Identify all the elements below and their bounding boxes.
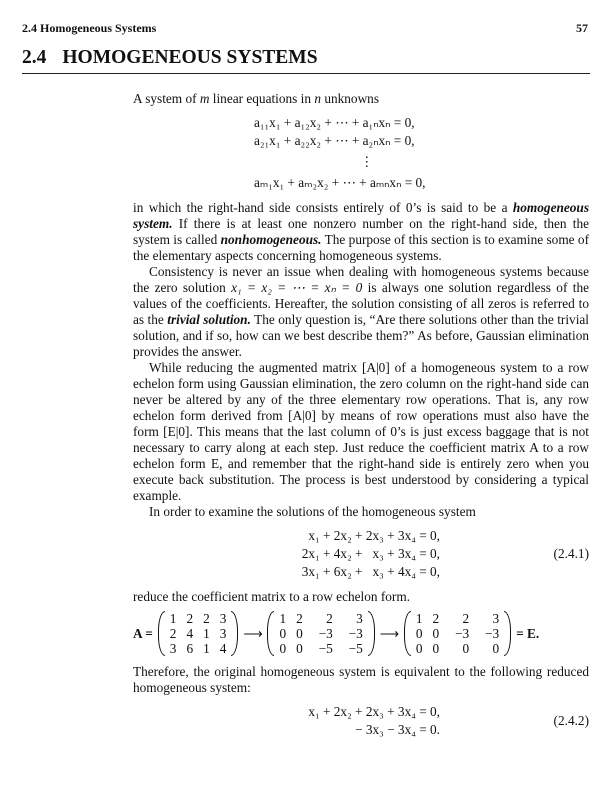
text-run: Consistency is never an issue when dealing with homogeneous systems because the zero solution <box>133 264 589 295</box>
section-heading: HOMOGENEOUS SYSTEMS <box>62 47 318 68</box>
matrix-row <box>274 626 367 641</box>
system-241 <box>133 527 589 581</box>
general-system-eq1: a₁₁x₁ + a₁₂x₂ + ⋯ + a₁ₙxₙ = 0, <box>254 115 415 130</box>
matrix-row <box>411 611 504 626</box>
matrix-entry: 0 <box>492 641 500 656</box>
matrix-entry: 3 <box>219 626 227 641</box>
matrix-entry: −5 <box>318 641 333 656</box>
matrix-entry: 2 <box>326 611 333 626</box>
matrix-entry: 0 <box>462 641 470 656</box>
text-run: unknowns <box>321 91 379 106</box>
matrix-entry: 1 <box>279 611 287 626</box>
general-system-eq2: a₂₁x₁ + a₂₂x₂ + ⋯ + a₂ₙxₙ = 0, <box>254 133 415 148</box>
text-run: In order to examine the solutions of the homogeneous system <box>149 504 476 519</box>
matrix-row <box>165 641 232 656</box>
system-242-eq2: − 3x₃ − 3x₄ = 0. <box>355 722 440 737</box>
general-system-eq-m: aₘ₁x₁ + aₘ₂x₂ + ⋯ + aₘₙxₙ = 0, <box>254 175 426 190</box>
matrix-entry: 1 <box>169 611 177 626</box>
section-title <box>22 47 318 69</box>
math-inline: x₁ = x₂ = ⋯ = xₙ = 0 <box>231 280 363 295</box>
matrix-row <box>274 641 367 656</box>
defined-term: nonhomogeneous. <box>220 232 322 247</box>
matrix-entries <box>165 611 232 656</box>
matrix-entry: 0 <box>279 641 287 656</box>
matrix-entries <box>274 611 367 656</box>
math-inline: m <box>199 91 210 106</box>
general-system <box>133 114 589 192</box>
defined-term: homogeneous system. <box>133 200 589 231</box>
matrix-entry: −3 <box>455 626 470 641</box>
therefore-text: Therefore, the original homogeneous system is equivalent to the following reduced homogeneous system: <box>133 664 589 695</box>
equation-tag-241: (2.4.1) <box>553 546 589 561</box>
defined-term: trivial solution. <box>167 312 251 327</box>
text-run: is always one solution regardless of the values of the coefficients. Hereafter, the solution consisting of all zeros is referred to as the <box>133 280 589 327</box>
running-header <box>22 21 588 36</box>
system-241-eq1: x₁ + 2x₂ + 2x₃ + 3x₄ = 0, <box>308 528 440 543</box>
general-system-vdots: ⋮ <box>360 154 374 169</box>
matrix-entry: 3 <box>219 611 227 626</box>
matrix-step2 <box>267 611 374 656</box>
page-body <box>133 91 589 747</box>
paragraph-consistency <box>133 264 589 360</box>
matrix-entry: −3 <box>348 626 363 641</box>
running-title: 2.4 Homogeneous Systems <box>22 21 157 35</box>
matrix-entry: 3 <box>492 611 500 626</box>
matrix-a-label: A = <box>133 625 153 641</box>
system-242-eq1: x₁ + 2x₂ + 2x₃ + 3x₄ = 0, <box>308 704 440 719</box>
text-run: in which the right-hand side consists entirely of 0’s is said to be a <box>133 200 513 215</box>
matrix-entry: 2 <box>186 611 194 626</box>
matrix-entries <box>411 611 504 656</box>
matrix-entry: 6 <box>186 641 194 656</box>
matrix-e <box>404 611 511 656</box>
matrix-row <box>411 626 504 641</box>
title-rule <box>22 73 590 74</box>
matrix-reduction <box>133 611 589 656</box>
matrix-entry: −3 <box>485 626 500 641</box>
matrix-entry: 0 <box>296 641 303 656</box>
matrix-entry: 3 <box>169 641 177 656</box>
matrix-entry: 1 <box>415 611 423 626</box>
matrix-entry: 4 <box>186 626 194 641</box>
equation-tag-242: (2.4.2) <box>553 713 589 728</box>
matrix-row <box>165 611 232 626</box>
text-run: The only question is, “Are there solutions other than the trivial solution, and if so, how can we best describe them?” As before, Gaussian elimination provides the answer. <box>133 312 589 359</box>
paragraph-example-intro <box>133 504 589 520</box>
matrix-entry: 2 <box>203 611 210 626</box>
text-run: If there is at least one nonzero number on the right-hand side, then the system is called <box>133 216 589 247</box>
paragraph-augmented <box>133 360 589 504</box>
text-run: linear equations in <box>209 91 315 106</box>
matrix-entry: 0 <box>432 641 440 656</box>
matrix-entry: 1 <box>203 626 210 641</box>
matrix-entry: 2 <box>432 611 440 626</box>
intro-text <box>133 91 589 107</box>
paragraph-definition <box>133 200 589 264</box>
matrix-a <box>158 611 239 656</box>
system-242 <box>133 703 589 739</box>
matrix-row <box>274 611 367 626</box>
arrow-icon: ⟶ <box>379 625 399 641</box>
arrow-icon: ⟶ <box>243 625 263 641</box>
matrix-entry: −5 <box>348 641 363 656</box>
matrix-entry: 1 <box>203 641 210 656</box>
matrix-entry: 2 <box>462 611 470 626</box>
system-241-eq3: 3x₁ + 6x₂ + x₃ + 4x₄ = 0, <box>301 564 440 579</box>
system-241-eq2: 2x₁ + 4x₂ + x₃ + 3x₄ = 0, <box>301 546 440 561</box>
matrix-e-label: = E. <box>516 625 540 641</box>
matrix-entry: 2 <box>296 611 303 626</box>
matrix-row <box>411 641 504 656</box>
matrix-entry: 2 <box>169 626 177 641</box>
matrix-entry: 0 <box>415 626 423 641</box>
matrix-entry: 0 <box>296 626 303 641</box>
matrix-entry: 0 <box>432 626 440 641</box>
text-run: The purpose of this section is to examine some of the elementary aspects concerning homogeneous systems. <box>133 232 589 263</box>
text-run: While reducing the augmented matrix [A|0] of a homogeneous system to a row echelon form using Gaussian elimination, the zero column on the right-hand side can never be altered by any of the three elementary row operations. That is, any row echelon form derived from [A|0] by means of row operations must also have the form [E|0]. This means that the last column of 0’s is just excess baggage that is not necessary to carry along at each step. Just reduce the coefficient matrix A to a row echelon form E, and remember that the right-hand side is entirely zero when you execute back substitution. The process is best understood by considering a typical example. <box>133 360 589 503</box>
text-run: A system of <box>133 91 200 106</box>
matrix-entry: 4 <box>219 641 227 656</box>
matrix-entry: −3 <box>318 626 333 641</box>
matrix-entry: 3 <box>356 611 363 626</box>
page-number: 57 <box>576 21 588 35</box>
matrix-row <box>165 626 232 641</box>
matrix-entry: 0 <box>415 641 423 656</box>
reduce-text: reduce the coefficient matrix to a row echelon form. <box>133 589 411 604</box>
math-inline: n <box>314 91 321 106</box>
section-number: 2.4 <box>22 47 47 68</box>
matrix-entry: 0 <box>279 626 287 641</box>
